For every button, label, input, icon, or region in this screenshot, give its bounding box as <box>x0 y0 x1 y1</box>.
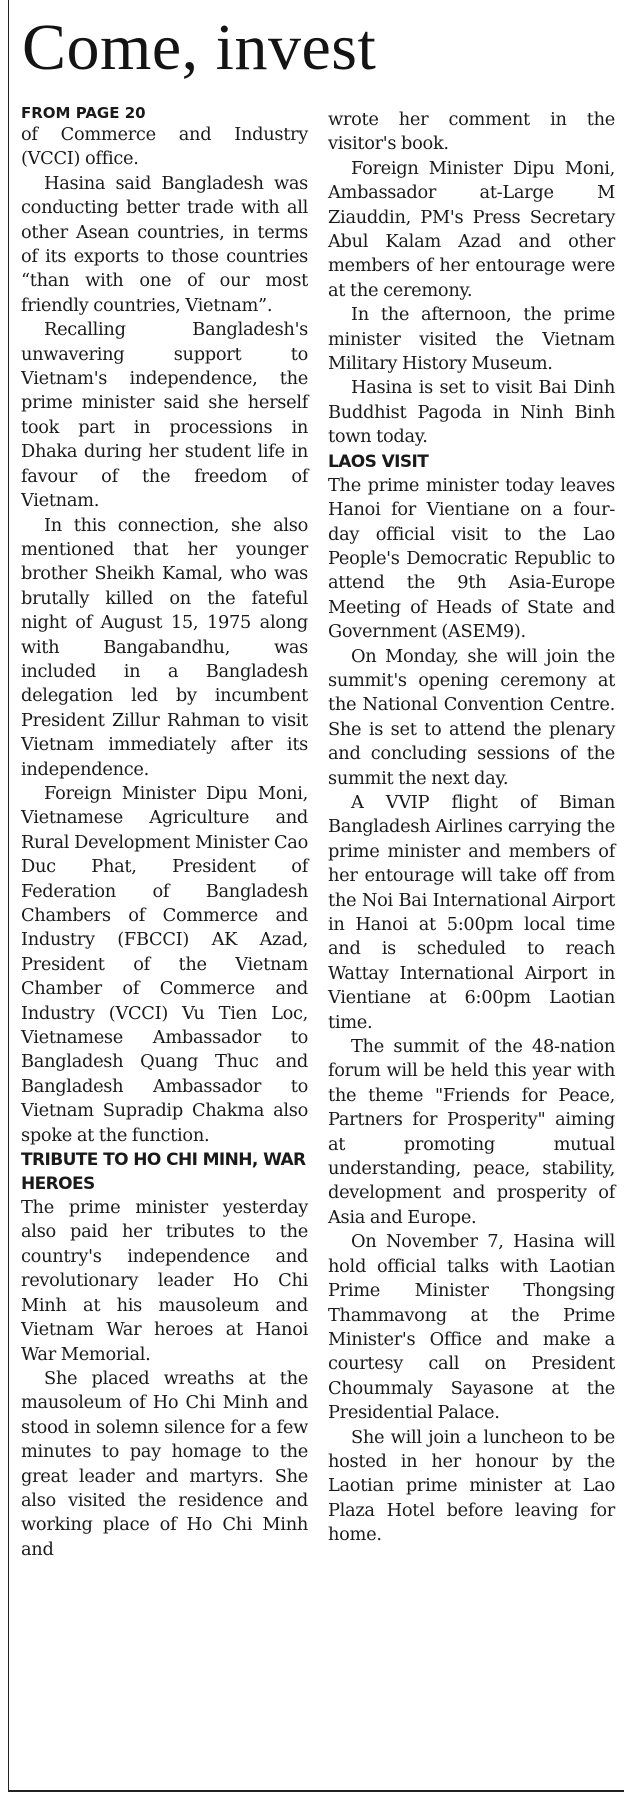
article-paragraph: She will join a luncheon to be hosted in her honour by the Laotian prime minister at Lao Plaza Hotel before leaving for home. <box>328 1426 615 1546</box>
right-column-body <box>328 108 615 1548</box>
section-subhead: LAOS VISIT <box>328 451 429 472</box>
article-paragraph: She placed wreaths at the mausoleum of Ho Chi Minh and stood in solemn silence for a few minutes to pay homage to the great leader and martyrs. She also visited the residence and working place of Ho Chi Minh and <box>21 1367 308 1560</box>
article-paragraph: In the afternoon, the prime minister visited the Vietnam Military History Museum. <box>328 304 615 375</box>
section-subhead: TRIBUTE TO HO CHI MINH, WAR HEROES <box>21 1150 306 1195</box>
article-column-left <box>21 104 308 1562</box>
article-paragraph: of Commerce and Industry (VCCI) office. <box>21 124 308 170</box>
article-paragraph: On Monday, she will join the summit's opening ceremony at the National Convention Centre. She is set to attend the plenary and concluding sessions of the summit the next day. <box>328 645 615 789</box>
article-paragraph: wrote her comment in the visitor's book. <box>328 109 615 155</box>
left-column-rule <box>8 0 9 1790</box>
article-paragraph: In this connection, she also mentioned that her younger brother Sheikh Kamal, who was brutally killed on the fateful night of August 15, 1975 along with Bangabandhu, was included in a Bangladesh delegation led by incumbent President Zillur Rahman to visit Vietnam immediately after its independence. <box>21 514 308 780</box>
article-paragraph: Hasina said Bangladesh was conducting better trade with all other Asean countries, in terms of its exports to those countries “than with one of our most friendly countries, Vietnam”. <box>21 172 308 316</box>
article-paragraph: On November 7, Hasina will hold official talks with Laotian Prime Minister Thongsing Thammavong at the Prime Minister's Office and make a courtesy call on President Choummaly Sayasone at the Presidential Palace. <box>328 1231 615 1424</box>
left-column-body <box>21 123 308 1562</box>
article-paragraph: Recalling Bangladesh's unwavering support to Vietnam's independence, the prime minister said she herself took part in processions in Dhaka during her student life in favour of the freedom of Vietnam. <box>21 319 308 512</box>
continued-from-label: FROM PAGE 20 <box>21 104 146 122</box>
bottom-rule <box>8 1790 624 1792</box>
article-paragraph: Foreign Minister Dipu Moni, Vietnamese Agriculture and Rural Development Minister Cao Duc Phat, President of Federation of Bangladesh Chambers of Commerce and Industry (FBCCI) AK Azad, President of the Vietnam Chamber of Commerce and Industry (VCCI) Vu Tien Loc, Vietnamese Ambassador to Bangladesh Quang Thuc and Bangladesh Ambassador to Vietnam Supradip Chakma also spoke at the function. <box>21 782 308 1146</box>
article-paragraph: The prime minister today leaves Hanoi for Vientiane on a four-day official visit to the Lao People's Democratic Republic to attend the 9th Asia-Europe Meeting of Heads of State and Government (ASEM9). <box>328 474 615 643</box>
article-column-right <box>328 108 615 1548</box>
article-paragraph: Foreign Minister Dipu Moni, Ambassador at-Large M Ziauddin, PM's Press Secretary Abul Kalam Azad and other members of her entourage were at the ceremony. <box>328 157 615 301</box>
article-paragraph: The prime minister yesterday also paid her tributes to the country's independence and revolutionary leader Ho Chi Minh at his mausoleum and Vietnam War heroes at Hanoi War Memorial. <box>21 1197 308 1365</box>
headline: Come, invest <box>22 11 377 84</box>
article-paragraph: The summit of the 48-nation forum will be held this year with the theme "Friends for Peace, Partners for Prosperity" aiming at promoting mutual understanding, peace, stability, development and prosperity of Asia and Europe. <box>328 1036 615 1228</box>
article-paragraph: Hasina is set to visit Bai Dinh Buddhist Pagoda in Ninh Binh town today. <box>328 377 615 448</box>
article-paragraph: A VVIP flight of Biman Bangladesh Airlines carrying the prime minister and members of her entourage will take off from the Noi Bai International Airport in Hanoi at 5:00pm local time and is scheduled to reach Wattay International Airport in Vientiane at 6:00pm Laotian time. <box>328 791 615 1033</box>
